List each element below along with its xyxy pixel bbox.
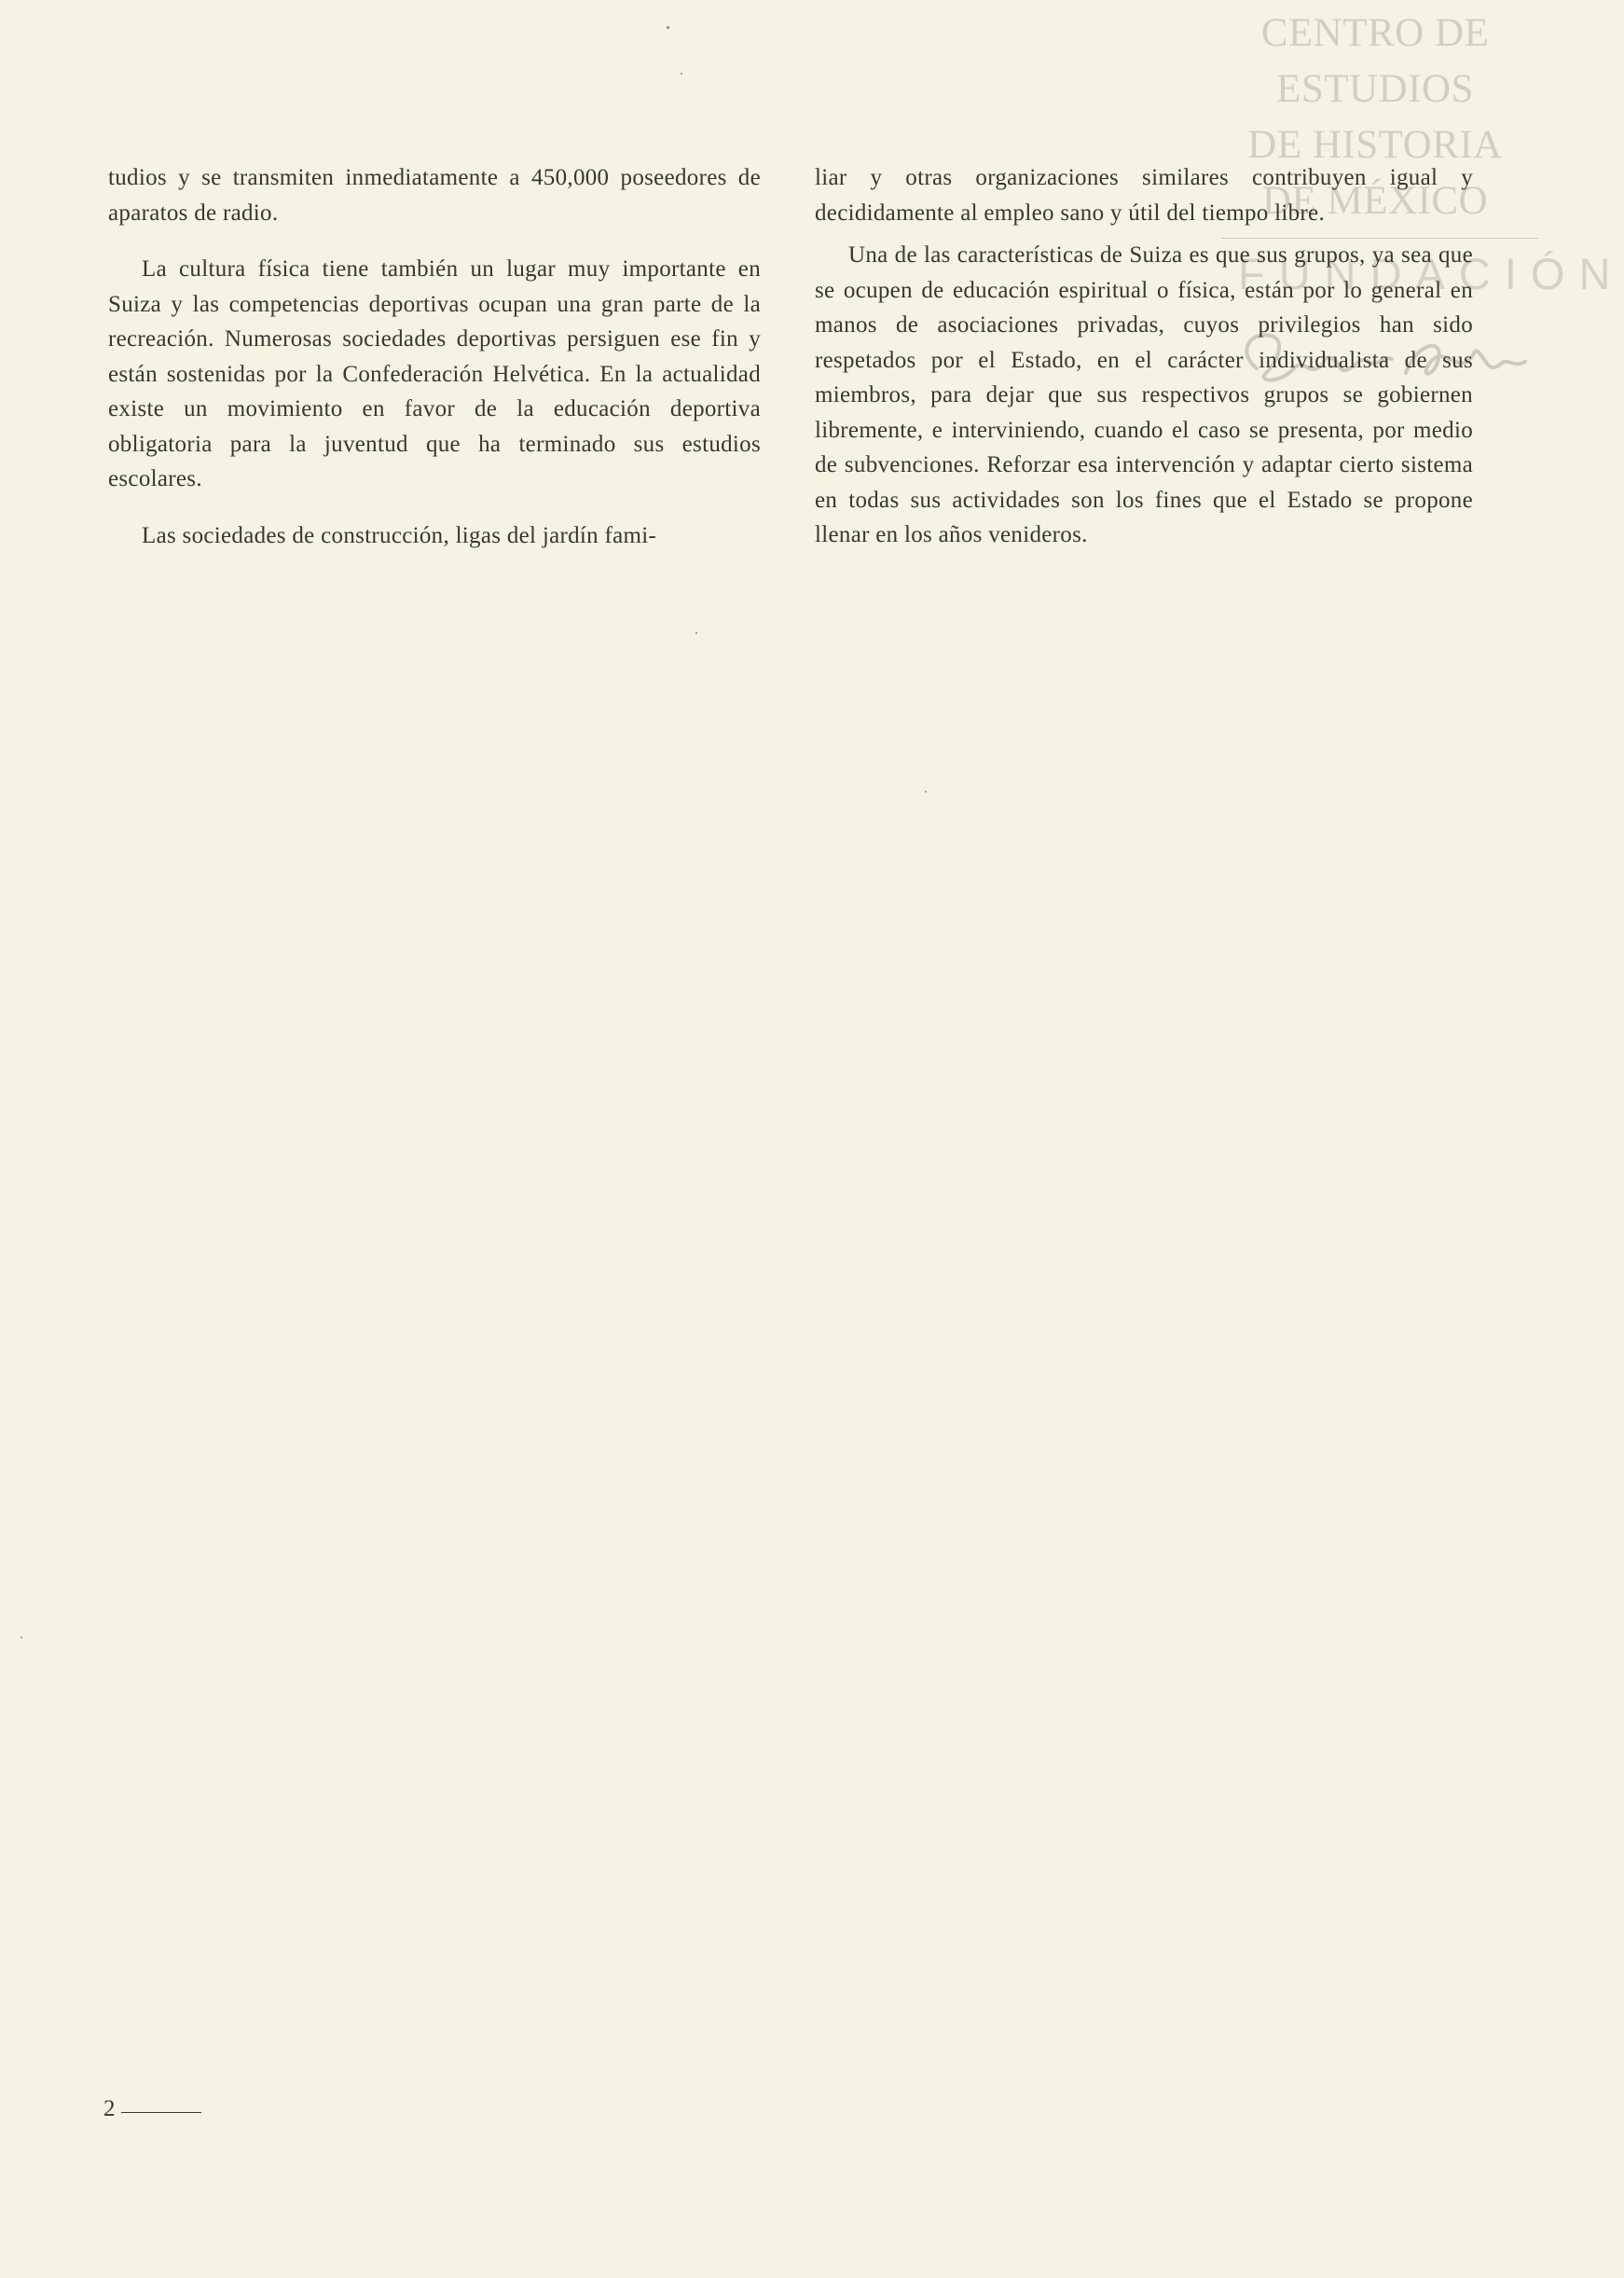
watermark-line-2: ESTUDIOS [1276, 67, 1474, 111]
right-column [815, 160, 1473, 553]
paper-speck [925, 791, 927, 793]
paper-speck [667, 26, 669, 29]
paper-speck [695, 632, 697, 634]
right-paragraph-2: Una de las características de Suiza es que sus grupos, ya sea que se ocupen de educación espiritual o física, están por lo general en manos de asociaciones privadas, cuyos privilegios han sido respetados por el Estado, en el carácter individualista de sus miembros, para dejar que sus respectivos grupos se gobiernen libremente, e interviniendo, cuando el caso se presenta, por medio de subvenciones. Reforzar esa intervención y adaptar cierto sistema en todas sus actividades son los fines que el Estado se propone llenar en los años venideros. [815, 242, 1473, 547]
page-footer [103, 2096, 201, 2122]
left-paragraph-2: La cultura física tiene también un lugar muy importante en Suiza y las competencias deportivas ocupan una gran parte de la recreación. Numerosas sociedades deportivas persiguen ese fin y están sostenidas por la Confederación Helvética. En la actualidad existe un movimiento en favor de la educación deportiva obligatoria para la juventud que ha terminado sus estudios escolares. [108, 256, 761, 491]
watermark-line-1: CENTRO DE [1260, 11, 1490, 55]
watermark-foundation: FUNDACIÓN [1238, 249, 1624, 298]
left-paragraph-1: tudios y se transmiten inmediatamente a 450,000 poseedores de aparatos de radio. [108, 165, 761, 226]
page-number: 2 [103, 2096, 116, 2121]
paper-speck [681, 73, 682, 75]
left-paragraph-3: Las sociedades de construcción, ligas del jardín fami- [142, 522, 657, 548]
left-column [108, 160, 761, 553]
watermark-line-3: DE HISTORIA [1247, 123, 1503, 167]
paper-speck [21, 1636, 22, 1638]
right-paragraph-1: liar y otras organizaciones similares contribuyen igual y decididamente al empleo sano y útil del tiempo libre. [815, 165, 1473, 226]
footer-rule [121, 2112, 201, 2113]
watermark-line-4: DE MÉXICO [1261, 179, 1489, 223]
